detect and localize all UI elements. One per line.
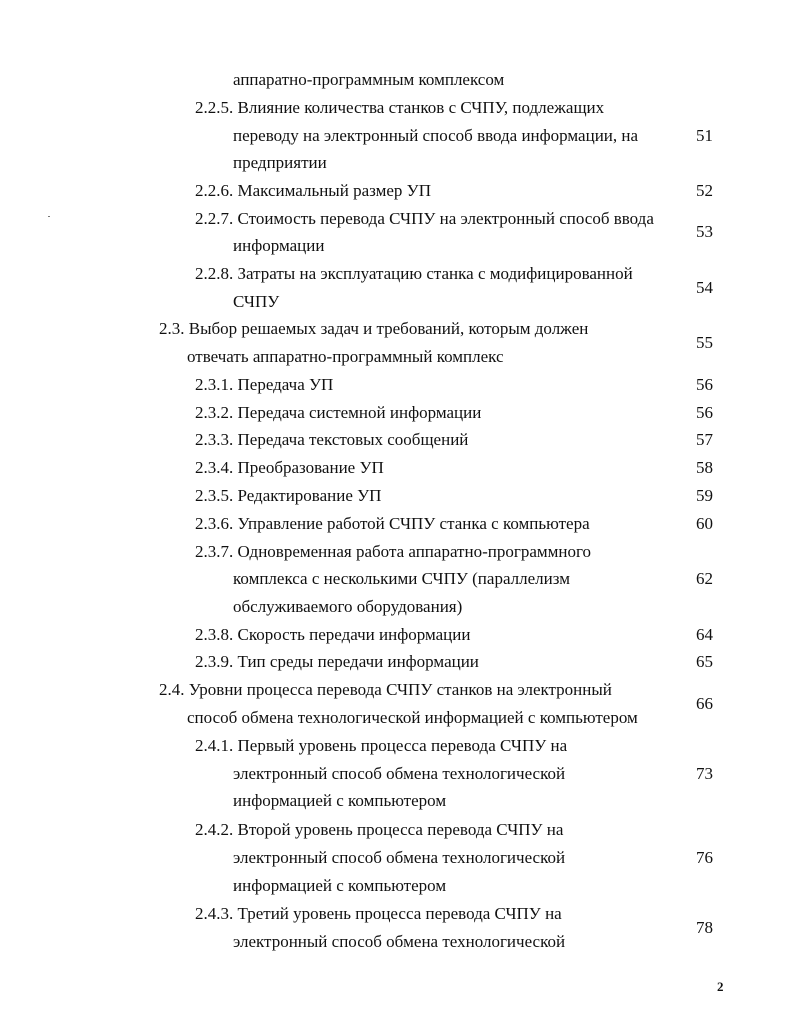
toc-page-number: 78 — [696, 918, 713, 937]
toc-line: 2.4.2. Второй уровень процесса перевода СЧПУ на — [195, 820, 564, 839]
toc-line: комплекса с несколькими СЧПУ (параллелизм — [233, 569, 570, 588]
toc-page-number: 51 — [696, 126, 713, 145]
toc-line: электронный способ обмена технологической — [233, 848, 566, 867]
toc-page-number: 55 — [696, 333, 713, 352]
toc-line: 2.3.2. Передача системной информации — [195, 403, 482, 422]
toc-line: 2.3.7. Одновременная работа аппаратно-программного — [195, 542, 592, 561]
toc-line: 2.2.7. Стоимость перевода СЧПУ на электронный способ ввода — [195, 209, 654, 228]
toc-line: 2.4.3. Третий уровень процесса перевода СЧПУ на — [195, 904, 562, 923]
toc-line: 2.2.5. Влияние количества станков с СЧПУ, подлежащих — [195, 98, 605, 117]
toc-line: информацией с компьютером — [233, 876, 447, 895]
toc-line: электронный способ обмена технологической — [233, 764, 566, 783]
toc-page-number: 73 — [696, 764, 713, 783]
toc-line: 2.3.9. Тип среды передачи информации — [195, 652, 479, 671]
toc-page-number: 60 — [696, 514, 713, 533]
toc-line: 2.3.3. Передача текстовых сообщений — [195, 430, 469, 449]
toc-page-number: 54 — [696, 278, 713, 297]
toc-line: электронный способ обмена технологической — [233, 932, 566, 951]
toc-line: 2.3.1. Передача УП — [195, 375, 334, 394]
toc-line: предприятии — [233, 153, 327, 172]
toc-line: 2.3.5. Редактирование УП — [195, 486, 382, 505]
toc-page-number: 53 — [696, 222, 713, 241]
toc-line: 2.4. Уровни процесса перевода СЧПУ станков на электронный — [159, 680, 612, 699]
toc-page-number: 76 — [696, 848, 713, 867]
toc-line: 2.3.4. Преобразование УП — [195, 458, 384, 477]
page-number: 2 — [717, 979, 724, 994]
toc-page-number: 57 — [696, 430, 713, 449]
toc-line: 2.4.1. Первый уровень процесса перевода СЧПУ на — [195, 736, 568, 755]
toc-line: информацией с компьютером — [233, 791, 447, 810]
toc-line: аппаратно-программным комплексом — [233, 70, 505, 89]
toc-line: переводу на электронный способ ввода информации, на — [233, 126, 639, 145]
toc-line: способ обмена технологической информацией с компьютером — [187, 708, 638, 727]
toc-page-number: 58 — [696, 458, 713, 477]
toc-page-number: 66 — [696, 694, 713, 713]
toc-page-number: 64 — [696, 625, 713, 644]
toc-line: информации — [233, 236, 325, 255]
toc-line: отвечать аппаратно-программный комплекс — [187, 347, 504, 366]
scan-speck — [48, 216, 50, 217]
toc-page-number: 52 — [696, 181, 713, 200]
toc-line: обслуживаемого оборудования) — [233, 597, 463, 616]
toc-line: 2.3.6. Управление работой СЧПУ станка с компьютера — [195, 514, 590, 533]
toc-page-number: 56 — [696, 403, 713, 422]
toc-line: 2.2.8. Затраты на эксплуатацию станка с модифицированной — [195, 264, 633, 283]
toc-line: 2.3. Выбор решаемых задач и требований, которым должен — [159, 319, 589, 338]
toc-page-number: 56 — [696, 375, 713, 394]
toc-page-number: 59 — [696, 486, 713, 505]
toc-line: СЧПУ — [233, 292, 280, 311]
toc-page-number: 65 — [696, 652, 713, 671]
toc-line: 2.3.8. Скорость передачи информации — [195, 625, 471, 644]
toc-page-number: 62 — [696, 569, 713, 588]
toc-line: 2.2.6. Максимальный размер УП — [195, 181, 431, 200]
